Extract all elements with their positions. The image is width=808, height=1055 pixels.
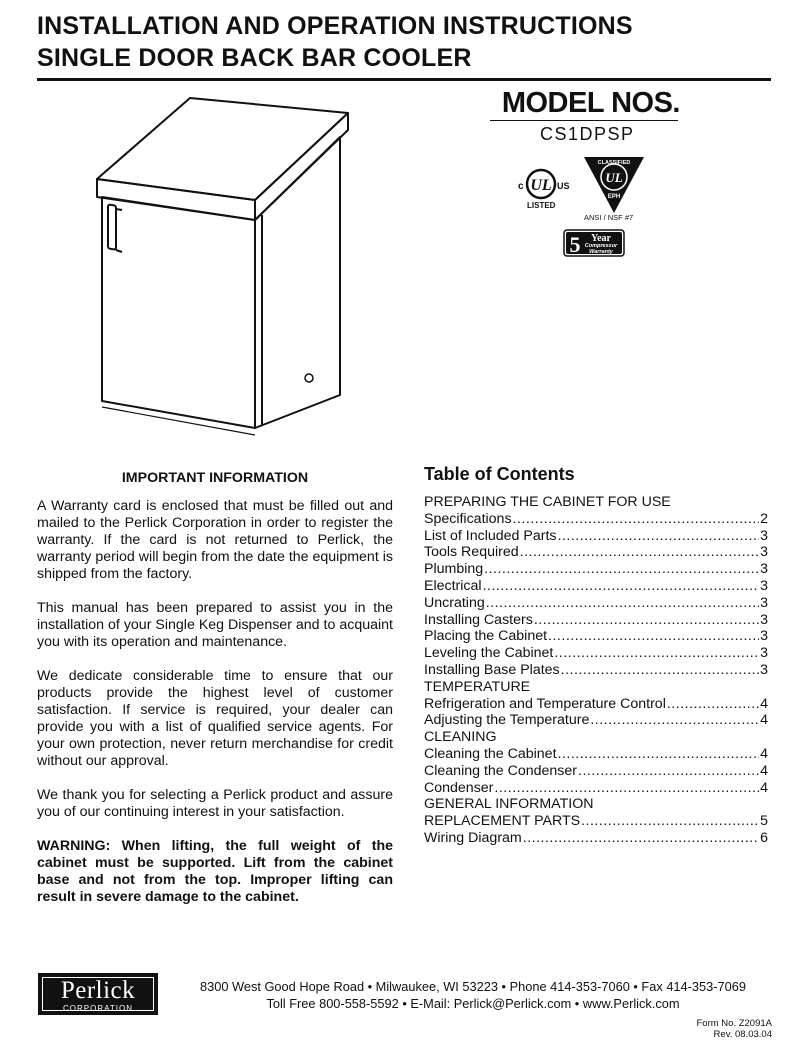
toc-body [424,494,768,847]
toc-entry-label: Installing Casters [424,611,533,628]
toc-entry-label: Specifications [424,510,512,527]
toc-entry[interactable] [424,578,768,595]
paragraph-thanks: We thank you for selecting a Perlick product and assure you of our continuing interest in your satisfaction. [37,787,393,820]
toc-dot-leader [578,763,759,780]
revision: Rev. 08.03.04 [713,1029,772,1040]
toc-section-title: PREPARING THE CABINET FOR USE [424,494,671,510]
ul-us-text: US [557,181,570,191]
toc-dot-leader [558,746,759,763]
paragraph-manual: This manual has been prepared to assist you in the installation of your Single Keg Dispenser and to acquaint you with its operation and maintenance. [37,600,393,650]
paragraph-service: We dedicate considerable time to ensure that our products provide the highest level of customer satisfaction. If service is required, your dealer can provide you with a list of qualified service agents. For your own protection, never return merchandise for credit without our approval. [37,668,393,769]
toc-section-title: CLEANING [424,729,497,746]
toc-dot-leader [484,561,759,578]
toc-dot-leader [520,544,759,561]
cabinet-side [255,137,340,428]
toc-entry-page: 3 [760,561,768,578]
lifting-warning: WARNING: When lifting, the full weight of the cabinet must be supported. Lift from the cabinet base and not from the top. Improper lifting can result in severe damage to the cabinet. [37,838,393,905]
warranty-line-2: Warranty [589,249,613,255]
toc-entry-page: 2 [760,510,768,527]
toc-entry[interactable] [424,544,768,561]
toc-entry-page: 4 [760,745,768,762]
toc-entry-page: 3 [760,628,768,645]
toc-dot-leader [667,696,759,713]
toc-dot-leader [548,628,759,645]
footer-contact: Toll Free 800-558-5592 • E-Mail: Perlick@Perlick.com • www.Perlick.com [266,996,680,1011]
toc-entry[interactable] [424,612,768,629]
toc-entry-page: 4 [760,762,768,779]
form-info [697,1018,773,1040]
toc-entry-label: Placing the Cabinet [424,628,548,645]
logo-subtitle: CORPORATION [63,1004,133,1013]
ul-mark: UL [530,177,552,194]
toc-entry-label: Wiring Diagram [424,829,522,846]
toc-entry-label: Cleaning the Condenser [424,762,578,779]
ansi-nsf-label: ANSI / NSF #7 [584,213,634,222]
toc-entry-page: 5 [760,813,768,830]
toc-dot-leader [561,662,759,679]
toc-dot-leader [483,578,759,595]
toc-entry[interactable] [424,645,768,662]
toc-dot-leader [590,712,759,729]
toc-dot-leader [523,830,759,847]
toc-section-title: GENERAL INFORMATION [424,796,594,813]
toc-entry[interactable] [424,746,768,763]
toc-entry-label: Plumbing [424,561,484,578]
important-information [37,468,393,923]
toc-entry[interactable] [424,780,768,797]
logo-name: Perlick [60,977,136,1004]
toc-entry-label: REPLACEMENT PARTS [424,813,581,830]
toc-dot-leader [558,528,760,545]
warranty-line-1: Compressor [584,243,618,249]
toc-entry-label: List of Included Parts [424,527,557,544]
toc-entry-page: 3 [760,594,768,611]
warranty-year-text: Year [591,233,611,244]
toc-entry[interactable] [424,561,768,578]
toc-entry[interactable] [424,830,768,847]
toc-entry-page: 3 [760,661,768,678]
cabinet-door [102,197,255,428]
title-line-2: SINGLE DOOR BACK BAR COOLER [37,44,472,72]
model-divider [490,120,678,121]
toc-entry-label: Condenser [424,779,494,796]
toc-entry-page: 3 [760,577,768,594]
ul-classified-eph-icon [582,155,646,215]
form-number: Form No. Z2091A [696,1018,772,1029]
toc-entry-page: 6 [760,829,768,846]
toc-entry-label: Electrical [424,577,482,594]
toc-entry[interactable] [424,511,768,528]
toc-dot-leader [486,595,759,612]
important-heading: IMPORTANT INFORMATION [121,470,309,486]
toc-dot-leader [494,780,759,797]
paragraph-warranty: A Warranty card is enclosed that must be filled out and mailed to the Perlick Corporation in order to register the warranty. If the card is not returned to Perlick, the warranty period will begin from the date the equipment is shipped from the factory. [37,498,393,582]
toc-entry-label: Tools Required [424,544,519,561]
toc-heading: Table of Contents [424,464,575,484]
toc-entry-page: 3 [760,544,768,561]
toc-entry-page: 4 [760,695,768,712]
toc-entry-label: Refrigeration and Temperature Control [424,695,666,712]
cabinet-illustration [90,95,360,440]
toc-entry-page: 3 [760,611,768,628]
toc-entry[interactable] [424,763,768,780]
toc-entry-label: Adjusting the Temperature [424,712,590,729]
toc-dot-leader [534,612,759,629]
title-line-1: INSTALLATION AND OPERATION INSTRUCTIONS [37,12,633,40]
toc-entry[interactable] [424,712,768,729]
toc-entry-label: Uncrating [424,594,485,611]
toc-dot-leader [554,645,759,662]
toc-entry[interactable] [424,595,768,612]
toc-entry[interactable] [424,528,768,545]
toc-entry[interactable] [424,628,768,645]
toc-entry[interactable] [424,662,768,679]
toc-entry[interactable] [424,813,768,830]
perlick-logo [38,973,158,1015]
toc-dot-leader [581,813,759,830]
toc-entry-page: 4 [760,712,768,729]
toc-section-title: TEMPERATURE [424,678,531,695]
ul-c-letter: c [518,181,524,192]
toc-entry[interactable] [424,696,768,713]
classified-text: CLASSIFIED [597,160,631,166]
eph-text: EPH [607,194,621,200]
document-title [37,10,777,74]
model-number: CS1DPSP [540,124,635,144]
title-divider [37,78,771,81]
toc-entry-page: 3 [760,645,768,662]
cabinet-top-side-edge [255,113,348,220]
warranty-years-number: 5 [569,232,581,257]
ul-listed-icon [518,162,580,210]
toc-entry-label: Cleaning the Cabinet [424,745,557,762]
toc-entry-page: 3 [760,527,768,544]
toc-entry-page: 4 [760,779,768,796]
toc-entry-label: Installing Base Plates [424,661,560,678]
footer-address: 8300 West Good Hope Road • Milwaukee, WI 53223 • Phone 414-353-7060 • Fax 414-353-7069 [199,979,747,994]
door-handle-icon [108,205,122,252]
table-of-contents [424,462,768,847]
warranty-badge [563,229,625,257]
model-heading: MODEL NOS. [501,87,680,119]
classified-ul-mark: UL [605,170,623,185]
lock-icon [305,374,313,382]
ul-listed-text: LISTED [527,201,556,210]
toc-dot-leader [513,511,759,528]
toc-entry-label: Leveling the Cabinet [424,645,554,662]
